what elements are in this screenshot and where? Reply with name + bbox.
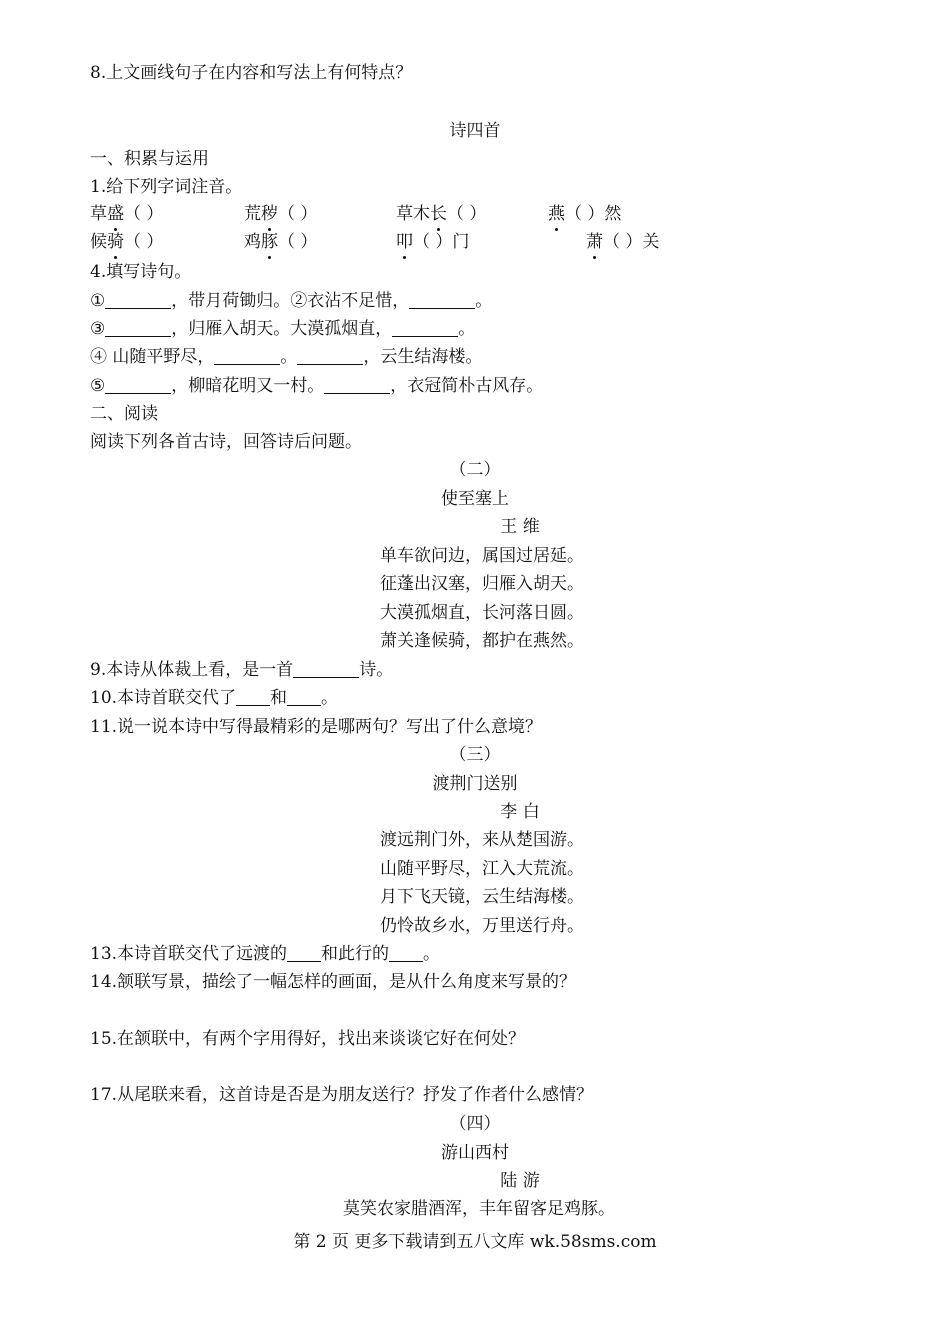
poem3-line: 山随平野尽，江入大荒流。: [380, 859, 584, 879]
poem2-title: 使至塞上: [441, 489, 509, 509]
answer-blank[interactable]: [287, 688, 321, 706]
pinyin-item: 叩（ ）门: [396, 232, 470, 252]
pinyin-item: 草木长（ ）: [396, 204, 487, 224]
pinyin-item: 萧（ ）关: [586, 232, 660, 252]
answer-blank[interactable]: [105, 319, 171, 337]
poem3-line: 仍怜故乡水，万里送行舟。: [380, 916, 584, 936]
poem2-line: 征蓬出汉塞，归雁入胡天。: [380, 574, 584, 594]
fill-line-1: ① ，带月荷锄归。②衣沾不足惜， 。: [90, 291, 493, 311]
answer-blank[interactable]: [392, 319, 458, 337]
section-title: 诗四首: [449, 121, 501, 141]
question-11: 11.说一说本诗中写得最精彩的是哪两句？写出了什么意境？: [90, 717, 543, 737]
reading-intro: 阅读下列各首古诗，回答诗后问题。: [90, 432, 362, 452]
pinyin-item: 候骑（ ）: [90, 232, 164, 252]
poem2-line: 萧关逢候骑，都护在燕然。: [380, 631, 584, 651]
pinyin-row-2: [90, 231, 710, 253]
answer-blank[interactable]: [297, 347, 363, 365]
question-13: 13.本诗首联交代了远渡的 和此行的 。: [90, 944, 441, 964]
poem4-number: （四）: [449, 1114, 501, 1134]
question-17: 17.从尾联来看，这首诗是否是为朋友送行？抒发了作者什么感情？: [90, 1085, 594, 1105]
answer-blank[interactable]: [293, 660, 359, 678]
page-footer: 第 2 页 更多下载请到五八文库 wk.58sms.com: [293, 1232, 657, 1252]
part1-heading: 一、积累与运用: [90, 149, 209, 169]
question-9: 9.本诗从体裁上看，是一首 诗。: [90, 660, 394, 680]
question-4: 4.填写诗句。: [90, 262, 192, 282]
answer-blank[interactable]: [287, 944, 321, 962]
poem4-line: 莫笑农家腊酒浑，丰年留客足鸡豚。: [343, 1199, 615, 1219]
poem3-title: 渡荆门送别: [432, 774, 518, 794]
fill-line-3: ④ 山随平野尽， 。 ，云生结海楼。: [90, 347, 483, 367]
fill-line-2: ③ ，归雁入胡天。大漠孤烟直， 。: [90, 319, 476, 339]
part2-heading: 二、阅读: [90, 404, 158, 424]
poem2-author: 王 维: [500, 517, 540, 537]
question-1: 1.给下列字词注音。: [90, 177, 243, 197]
pinyin-item: 鸡豚（ ）: [244, 232, 318, 252]
pinyin-item: 草盛（ ）: [90, 204, 164, 224]
poem2-line: 单车欲问边，属国过居延。: [380, 546, 584, 566]
poem3-line: 渡远荆门外，来从楚国游。: [380, 830, 584, 850]
answer-blank[interactable]: [389, 944, 423, 962]
poem4-title: 游山西村: [441, 1143, 509, 1163]
answer-blank[interactable]: [236, 688, 270, 706]
answer-blank[interactable]: [105, 376, 171, 394]
poem2-line: 大漠孤烟直，长河落日圆。: [380, 603, 584, 623]
fill-line-4: ⑤ ，柳暗花明又一村。 ，衣冠简朴古风存。: [90, 376, 544, 396]
answer-blank[interactable]: [324, 376, 390, 394]
question-8: 8.上文画线句子在内容和写法上有何特点？: [90, 63, 413, 83]
poem4-author: 陆 游: [500, 1171, 540, 1191]
answer-blank[interactable]: [105, 291, 171, 309]
question-15: 15.在颔联中，有两个字用得好，找出来谈谈它好在何处？: [90, 1029, 526, 1049]
poem3-number: （三）: [449, 745, 501, 765]
poem2-number: （二）: [449, 460, 501, 480]
question-14: 14.颔联写景，描绘了一幅怎样的画面，是从什么角度来写景的？: [90, 972, 577, 992]
poem3-author: 李 白: [500, 802, 540, 822]
question-10: 10.本诗首联交代了 和 。: [90, 688, 339, 708]
pinyin-row-1: [90, 203, 710, 225]
answer-blank[interactable]: [214, 347, 280, 365]
pinyin-item: 荒秽（ ）: [244, 204, 318, 224]
answer-blank[interactable]: [409, 291, 475, 309]
pinyin-item: 燕（ ）然: [548, 204, 622, 224]
poem3-line: 月下飞天镜，云生结海楼。: [380, 887, 584, 907]
